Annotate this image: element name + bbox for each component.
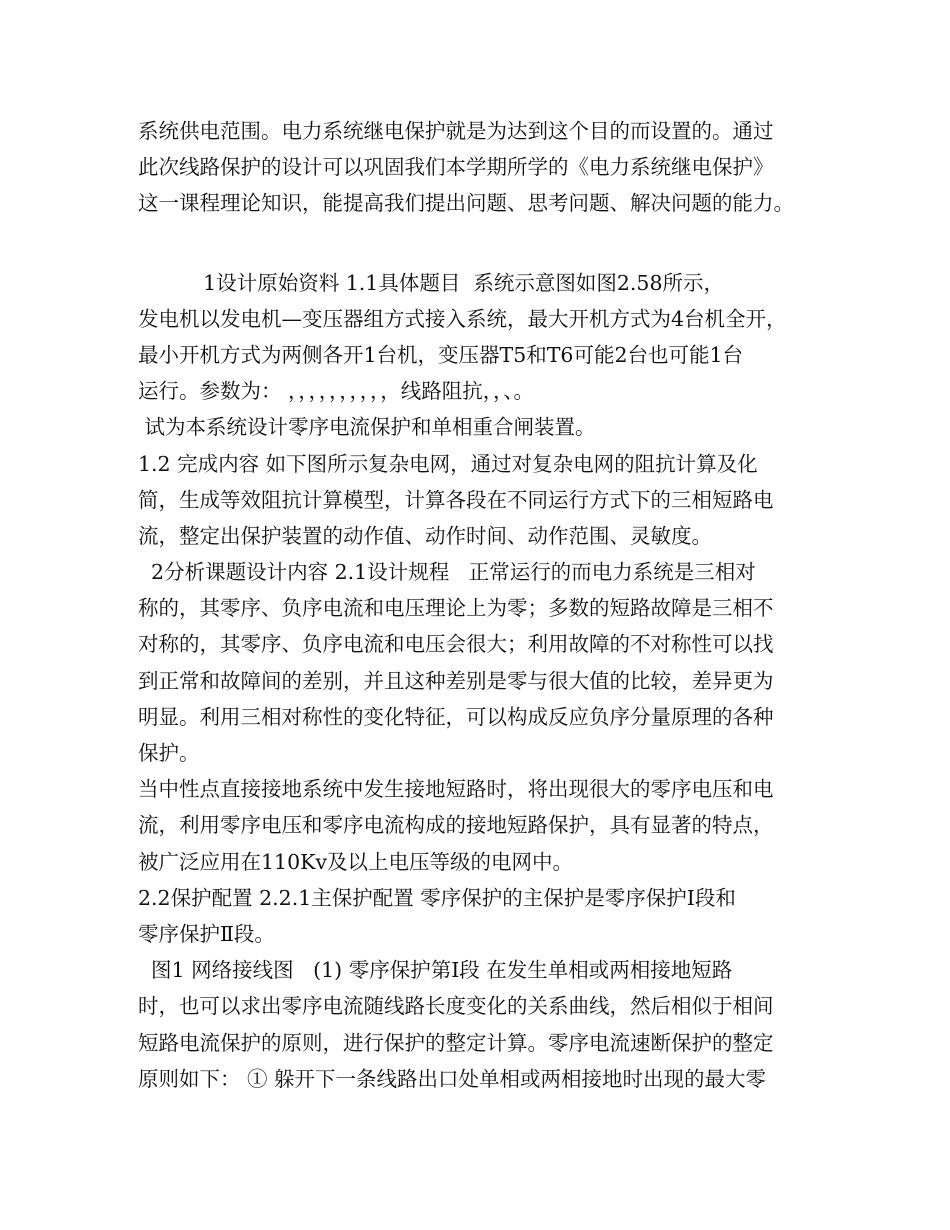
text-line: 图1 网络接线图 (1) 零序保护第Ⅰ段 在发生单相或两相接地短路 — [138, 958, 733, 983]
document-body — [138, 113, 828, 1097]
text-line: 1设计原始资料 1.1具体题目 系统示意图如图2.58所示， — [138, 270, 725, 295]
text-line: 最小开机方式为两侧各开1台机，变压器T5和T6可能2台也可能1台 — [138, 342, 744, 367]
text-line: 2分析课题设计内容 2.1设计规程 正常运行的而电力系统是三相对 — [138, 560, 756, 585]
text-line: 2.2保护配置 2.2.1主保护配置 零序保护的主保护是零序保护Ⅰ段和 — [138, 885, 736, 910]
text-line: 试为本系统设计零序电流保护和单相重合闸装置。 — [138, 415, 596, 440]
text-line: 时，也可以求出零序电流随线路长度变化的关系曲线，然后相似于相间 — [138, 994, 774, 1019]
text-line: 发电机以发电机—变压器组方式接入系统，最大开机方式为4台机全开， — [138, 306, 787, 331]
text-line: 零序保护Ⅱ段。 — [138, 921, 275, 946]
text-line: 当中性点直接接地系统中发生接地短路时，将出现很大的零序电压和电 — [138, 777, 774, 802]
text-line: 系统供电范围。电力系统继电保护就是为达到这个目的而设置的。通过 — [138, 119, 774, 143]
text-line: 到正常和故障间的差别，并且这种差别是零与很大值的比较，差异更为 — [138, 668, 774, 693]
text-line: 称的，其零序、负序电流和电压理论上为零；多数的短路故障是三相不 — [138, 596, 774, 621]
text-line: 原则如下： ① 躲开下一条线路出口处单相或两相接地时出现的最大零 — [138, 1066, 767, 1091]
text-line: 简，生成等效阻抗计算模型，计算各段在不同运行方式下的三相短路电 — [138, 487, 774, 512]
text-line: 短路电流保护的原则，进行保护的整定计算。零序电流速断保护的整定 — [138, 1030, 774, 1055]
text-line: 此次线路保护的设计可以巩固我们本学期所学的《电力系统继电保护》 — [138, 155, 774, 180]
text-line: 流，利用零序电压和零序电流构成的接地短路保护，具有显著的特点， — [138, 813, 774, 838]
paragraph-gap — [138, 222, 828, 265]
text-line: 对称的，其零序、负序电流和电压会很大；利用故障的不对称性可以找 — [138, 632, 774, 657]
text-line: 被广泛应用在110Kv及以上电压等级的电网中。 — [138, 849, 574, 874]
text-line: 运行。参数为： ，，，，，，，，，，线路阻抗，，、。 — [138, 379, 535, 404]
text-line: 1.2 完成内容 如下图所示复杂电网，通过对复杂电网的阻抗计算及化 — [138, 451, 758, 476]
text-line: 明显。利用三相对称性的变化特征，可以构成反应负序分量原理的各种 — [138, 704, 774, 729]
text-line: 保护。 — [138, 741, 200, 765]
text-line: 这一课程理论知识，能提高我们提出问题、思考问题、解决问题的能力。 — [138, 191, 794, 216]
text-line: 流，整定出保护装置的动作值、动作时间、动作范围、灵敏度。 — [138, 523, 712, 548]
